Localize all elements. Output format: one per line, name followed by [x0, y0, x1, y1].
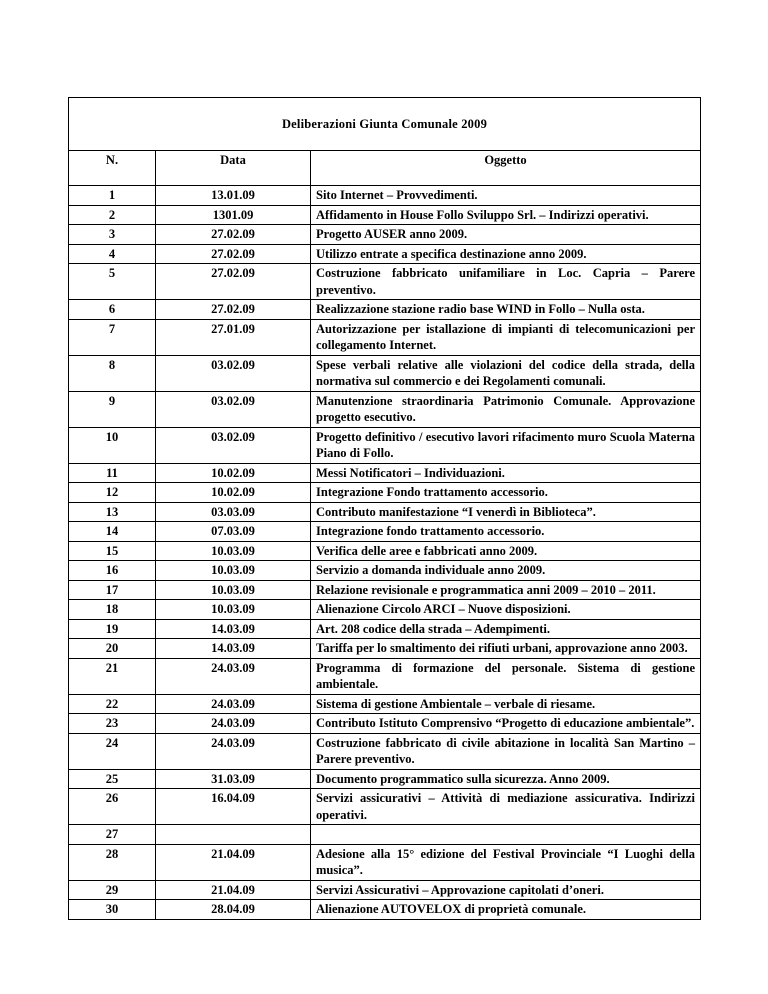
table-row — [69, 205, 701, 225]
cell-subject: Documento programmatico sulla sicurezza. Anno 2009. — [311, 769, 701, 789]
document-page — [68, 97, 701, 920]
table-row — [69, 391, 701, 427]
cell-date: 27.02.09 — [156, 300, 311, 320]
cell-number: 14 — [69, 522, 156, 542]
cell-date: 13.01.09 — [156, 186, 311, 206]
cell-subject: Sito Internet – Provvedimenti. — [311, 186, 701, 206]
cell-number: 15 — [69, 541, 156, 561]
table-row — [69, 483, 701, 503]
table-row — [69, 300, 701, 320]
cell-subject: Relazione revisionale e programmatica anni 2009 – 2010 – 2011. — [311, 580, 701, 600]
cell-subject: Costruzione fabbricato di civile abitazione in località San Martino – Parere preventivo. — [311, 733, 701, 769]
cell-date: 10.03.09 — [156, 561, 311, 581]
cell-number: 20 — [69, 639, 156, 659]
cell-number: 21 — [69, 658, 156, 694]
table-row — [69, 880, 701, 900]
cell-number: 9 — [69, 391, 156, 427]
cell-date: 28.04.09 — [156, 900, 311, 920]
title-row — [69, 98, 701, 151]
table-row — [69, 619, 701, 639]
cell-subject: Alienazione Circolo ARCI – Nuove disposizioni. — [311, 600, 701, 620]
cell-date: 24.03.09 — [156, 733, 311, 769]
table-row — [69, 825, 701, 845]
table-row — [69, 225, 701, 245]
table-row — [69, 319, 701, 355]
header-row — [69, 151, 701, 186]
cell-number: 22 — [69, 694, 156, 714]
column-header-n: N. — [69, 151, 156, 186]
cell-subject: Integrazione Fondo trattamento accessorio. — [311, 483, 701, 503]
cell-subject: Servizi assicurativi – Attività di mediazione assicurativa. Indirizzi operativi. — [311, 789, 701, 825]
cell-date — [156, 825, 311, 845]
column-header-oggetto: Oggetto — [311, 151, 701, 186]
table-row — [69, 580, 701, 600]
cell-number: 6 — [69, 300, 156, 320]
cell-date: 21.04.09 — [156, 844, 311, 880]
cell-subject: Costruzione fabbricato unifamiliare in Loc. Capria – Parere preventivo. — [311, 264, 701, 300]
cell-date: 07.03.09 — [156, 522, 311, 542]
table-row — [69, 264, 701, 300]
cell-number: 27 — [69, 825, 156, 845]
cell-date: 03.02.09 — [156, 355, 311, 391]
cell-date: 24.03.09 — [156, 694, 311, 714]
cell-subject: Servizio a domanda individuale anno 2009. — [311, 561, 701, 581]
cell-date: 10.02.09 — [156, 463, 311, 483]
cell-number: 1 — [69, 186, 156, 206]
cell-number: 5 — [69, 264, 156, 300]
cell-subject: Messi Notificatori – Individuazioni. — [311, 463, 701, 483]
cell-subject — [311, 825, 701, 845]
cell-date: 27.02.09 — [156, 264, 311, 300]
cell-date: 14.03.09 — [156, 619, 311, 639]
cell-date: 10.03.09 — [156, 580, 311, 600]
cell-date: 14.03.09 — [156, 639, 311, 659]
cell-number: 13 — [69, 502, 156, 522]
table-row — [69, 769, 701, 789]
cell-subject: Integrazione fondo trattamento accessorio. — [311, 522, 701, 542]
cell-number: 28 — [69, 844, 156, 880]
cell-subject: Affidamento in House Follo Sviluppo Srl. – Indirizzi operativi. — [311, 205, 701, 225]
cell-date: 1301.09 — [156, 205, 311, 225]
table-row — [69, 733, 701, 769]
cell-number: 18 — [69, 600, 156, 620]
cell-number: 12 — [69, 483, 156, 503]
cell-date: 16.04.09 — [156, 789, 311, 825]
cell-number: 4 — [69, 244, 156, 264]
table-row — [69, 844, 701, 880]
cell-number: 17 — [69, 580, 156, 600]
cell-number: 10 — [69, 427, 156, 463]
cell-subject: Contributo Istituto Comprensivo “Progetto di educazione ambientale”. — [311, 714, 701, 734]
cell-number: 3 — [69, 225, 156, 245]
column-header-data: Data — [156, 151, 311, 186]
table-row — [69, 900, 701, 920]
cell-number: 23 — [69, 714, 156, 734]
cell-date: 27.02.09 — [156, 225, 311, 245]
table-row — [69, 355, 701, 391]
deliberations-table — [68, 97, 701, 920]
cell-subject: Verifica delle aree e fabbricati anno 2009. — [311, 541, 701, 561]
cell-number: 26 — [69, 789, 156, 825]
cell-subject: Art. 208 codice della strada – Adempimenti. — [311, 619, 701, 639]
cell-number: 8 — [69, 355, 156, 391]
cell-date: 27.01.09 — [156, 319, 311, 355]
cell-subject: Autorizzazione per istallazione di impianti di telecomunicazioni per collegamento Internet. — [311, 319, 701, 355]
table-row — [69, 463, 701, 483]
cell-subject: Adesione alla 15° edizione del Festival Provinciale “I Luoghi della musica”. — [311, 844, 701, 880]
table-row — [69, 427, 701, 463]
table-row — [69, 541, 701, 561]
table-row — [69, 502, 701, 522]
cell-subject: Alienazione AUTOVELOX di proprietà comunale. — [311, 900, 701, 920]
table-row — [69, 658, 701, 694]
table-row — [69, 244, 701, 264]
table-row — [69, 694, 701, 714]
cell-date: 03.02.09 — [156, 391, 311, 427]
cell-subject: Tariffa per lo smaltimento dei rifiuti urbani, approvazione anno 2003. — [311, 639, 701, 659]
cell-subject: Spese verbali relative alle violazioni del codice della strada, della normativa sul commercio e dei Regolamenti comunali. — [311, 355, 701, 391]
cell-date: 03.02.09 — [156, 427, 311, 463]
cell-subject: Programma di formazione del personale. Sistema di gestione ambientale. — [311, 658, 701, 694]
cell-number: 30 — [69, 900, 156, 920]
cell-subject: Manutenzione straordinaria Patrimonio Comunale. Approvazione progetto esecutivo. — [311, 391, 701, 427]
table-row — [69, 522, 701, 542]
cell-date: 21.04.09 — [156, 880, 311, 900]
cell-number: 29 — [69, 880, 156, 900]
page-title: Deliberazioni Giunta Comunale 2009 — [69, 98, 701, 151]
cell-date: 27.02.09 — [156, 244, 311, 264]
table-row — [69, 639, 701, 659]
cell-subject: Servizi Assicurativi – Approvazione capitolati d’oneri. — [311, 880, 701, 900]
cell-subject: Sistema di gestione Ambientale – verbale di riesame. — [311, 694, 701, 714]
cell-number: 24 — [69, 733, 156, 769]
table-row — [69, 561, 701, 581]
cell-number: 25 — [69, 769, 156, 789]
cell-number: 2 — [69, 205, 156, 225]
cell-date: 10.02.09 — [156, 483, 311, 503]
cell-date: 03.03.09 — [156, 502, 311, 522]
table-body — [69, 186, 701, 920]
cell-subject: Utilizzo entrate a specifica destinazione anno 2009. — [311, 244, 701, 264]
cell-date: 10.03.09 — [156, 541, 311, 561]
cell-subject: Contributo manifestazione “I venerdì in Biblioteca”. — [311, 502, 701, 522]
cell-number: 11 — [69, 463, 156, 483]
cell-subject: Realizzazione stazione radio base WIND in Follo – Nulla osta. — [311, 300, 701, 320]
table-row — [69, 789, 701, 825]
cell-number: 19 — [69, 619, 156, 639]
cell-subject: Progetto AUSER anno 2009. — [311, 225, 701, 245]
cell-subject: Progetto definitivo / esecutivo lavori rifacimento muro Scuola Materna Piano di Follo. — [311, 427, 701, 463]
cell-number: 7 — [69, 319, 156, 355]
table-row — [69, 600, 701, 620]
cell-date: 10.03.09 — [156, 600, 311, 620]
table-row — [69, 714, 701, 734]
cell-date: 24.03.09 — [156, 714, 311, 734]
cell-number: 16 — [69, 561, 156, 581]
table-row — [69, 186, 701, 206]
cell-date: 24.03.09 — [156, 658, 311, 694]
cell-date: 31.03.09 — [156, 769, 311, 789]
